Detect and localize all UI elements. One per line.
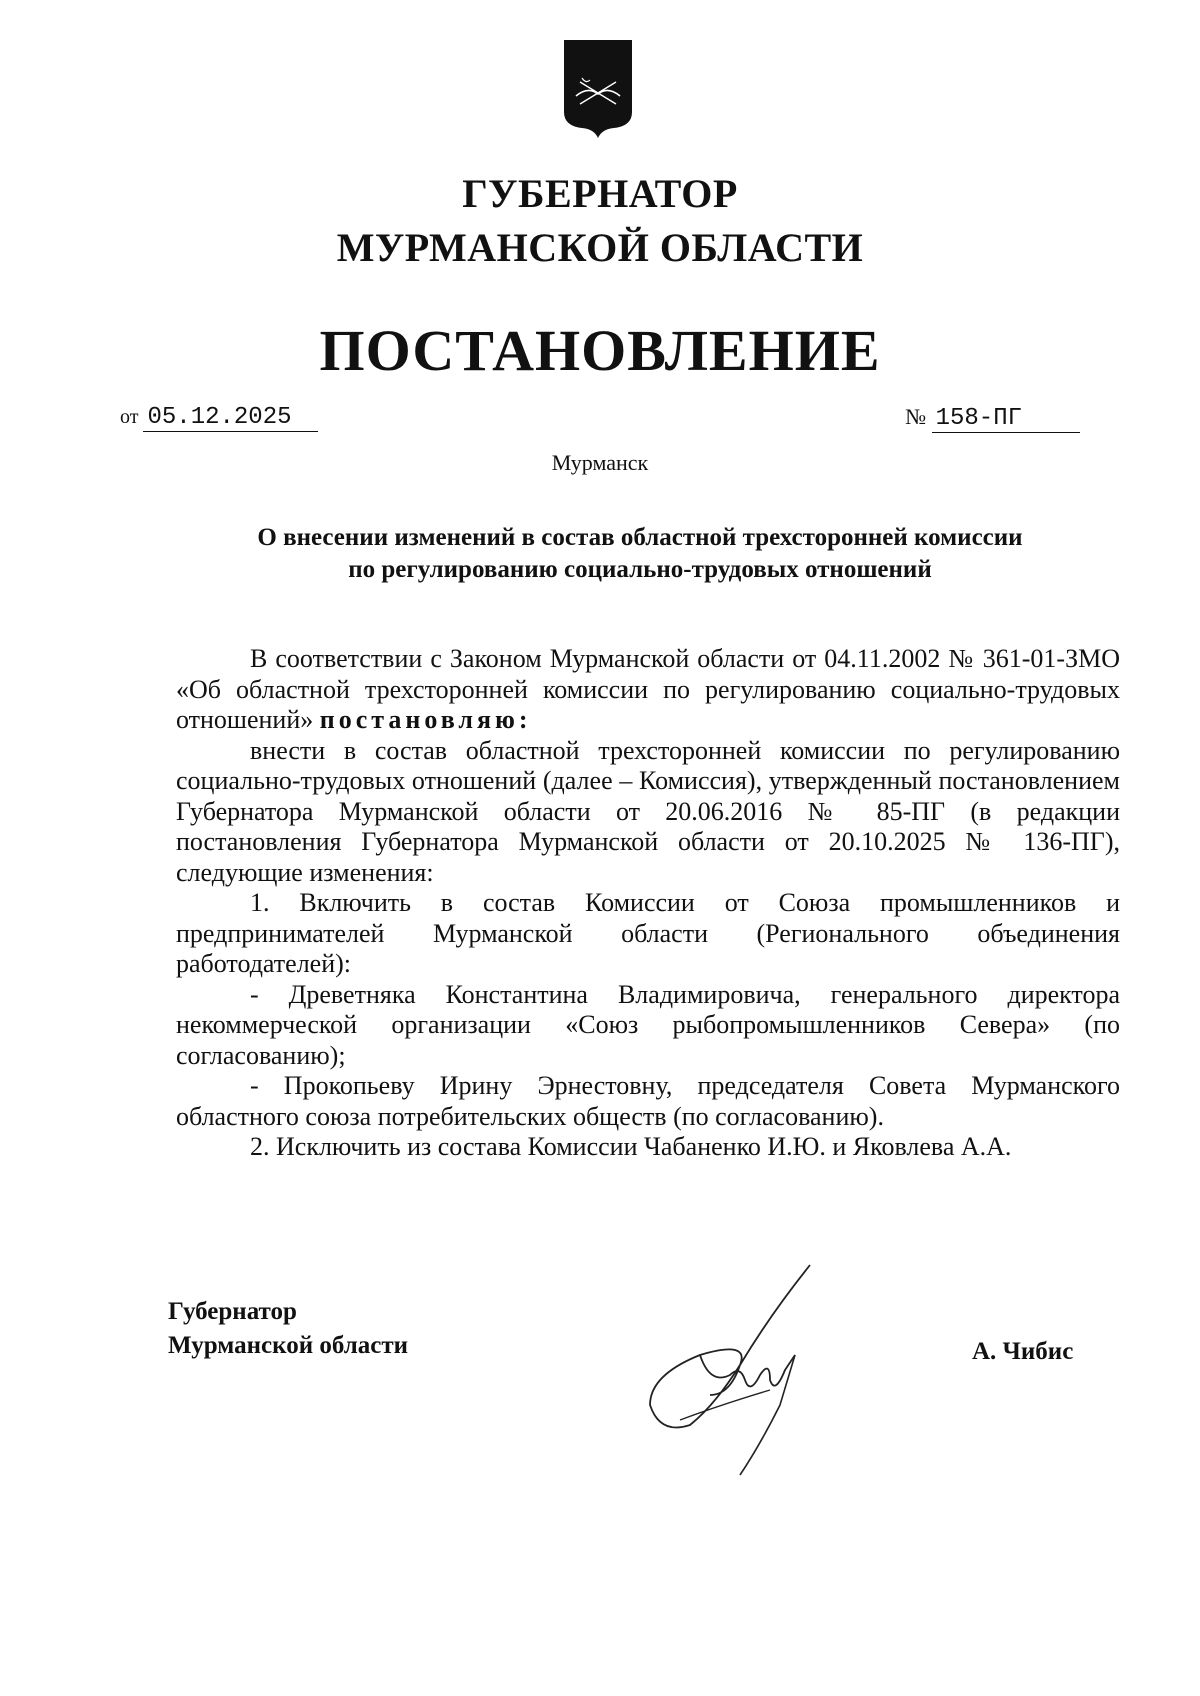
document-title-line1: О внесении изменений в состав областной трехсторонней комиссии bbox=[257, 524, 1023, 551]
handwritten-signature bbox=[620, 1255, 860, 1485]
paragraph-item-1-person-1: - Древетняка Константина Владимировича, генерального директора некоммерческой организации «Союз рыбопромышленников Севера» (по согласованию); bbox=[176, 979, 1120, 1070]
authority-title-line2: МУРМАНСКОЙ ОБЛАСТИ bbox=[336, 225, 864, 270]
city: Мурманск bbox=[551, 450, 649, 475]
resolution-keyword: постановляю: bbox=[319, 705, 532, 734]
number-field bbox=[905, 404, 1080, 433]
paragraph-item-1: 1. Включить в состав Комиссии от Союза промышленников и предпринимателей Мурманской области (Регионального объединения работодателей): bbox=[176, 888, 1120, 978]
date-field bbox=[120, 404, 318, 432]
signatory-position-line1: Губернатор bbox=[168, 1298, 297, 1325]
document-body bbox=[176, 644, 1120, 1163]
signatory-name: А. Чибис bbox=[972, 1338, 1074, 1365]
date-prefix: от bbox=[120, 406, 139, 428]
signatory-position-line2: Мурманской области bbox=[168, 1332, 409, 1359]
signatory-position bbox=[168, 1295, 408, 1363]
paragraph-preamble bbox=[176, 644, 1120, 736]
coat-of-arms-emblem bbox=[560, 36, 636, 140]
authority-title-line1: ГУБЕРНАТОР bbox=[462, 171, 738, 216]
document-title bbox=[180, 522, 1100, 586]
number-prefix: № bbox=[905, 404, 927, 429]
preamble-text: В соответствии с Законом Мурманской области от 04.11.2002 № 361-01-ЗМО «Об областной трехсторонней комиссии по регулированию социально-трудовых отношений» bbox=[176, 644, 1120, 734]
document-type: ПОСТАНОВЛЕНИЕ bbox=[319, 318, 881, 383]
document-number: 158-ПГ bbox=[932, 405, 1080, 433]
document-title-line2: по регулированию социально-трудовых отношений bbox=[348, 556, 932, 583]
paragraph-main: внести в состав областной трехсторонней комиссии по регулированию социально-трудовых отношений (далее – Комиссия), утвержденный постановлением Губернатора Мурманской области от 20.06.2016 № 85-ПГ (в редакции постановления Губернатора Мурманской области от 20.10.2025 № 136-ПГ), следующие изменения: bbox=[176, 735, 1120, 887]
paragraph-item-1-person-2: - Прокопьеву Ирину Эрнестовну, председателя Совета Мурманского областного союза потребительских обществ (по согласованию). bbox=[176, 1071, 1120, 1131]
document-date: 05.12.2025 bbox=[143, 404, 317, 432]
paragraph-item-2: 2. Исключить из состава Комиссии Чабаненко И.Ю. и Яковлева А.А. bbox=[250, 1132, 1012, 1161]
